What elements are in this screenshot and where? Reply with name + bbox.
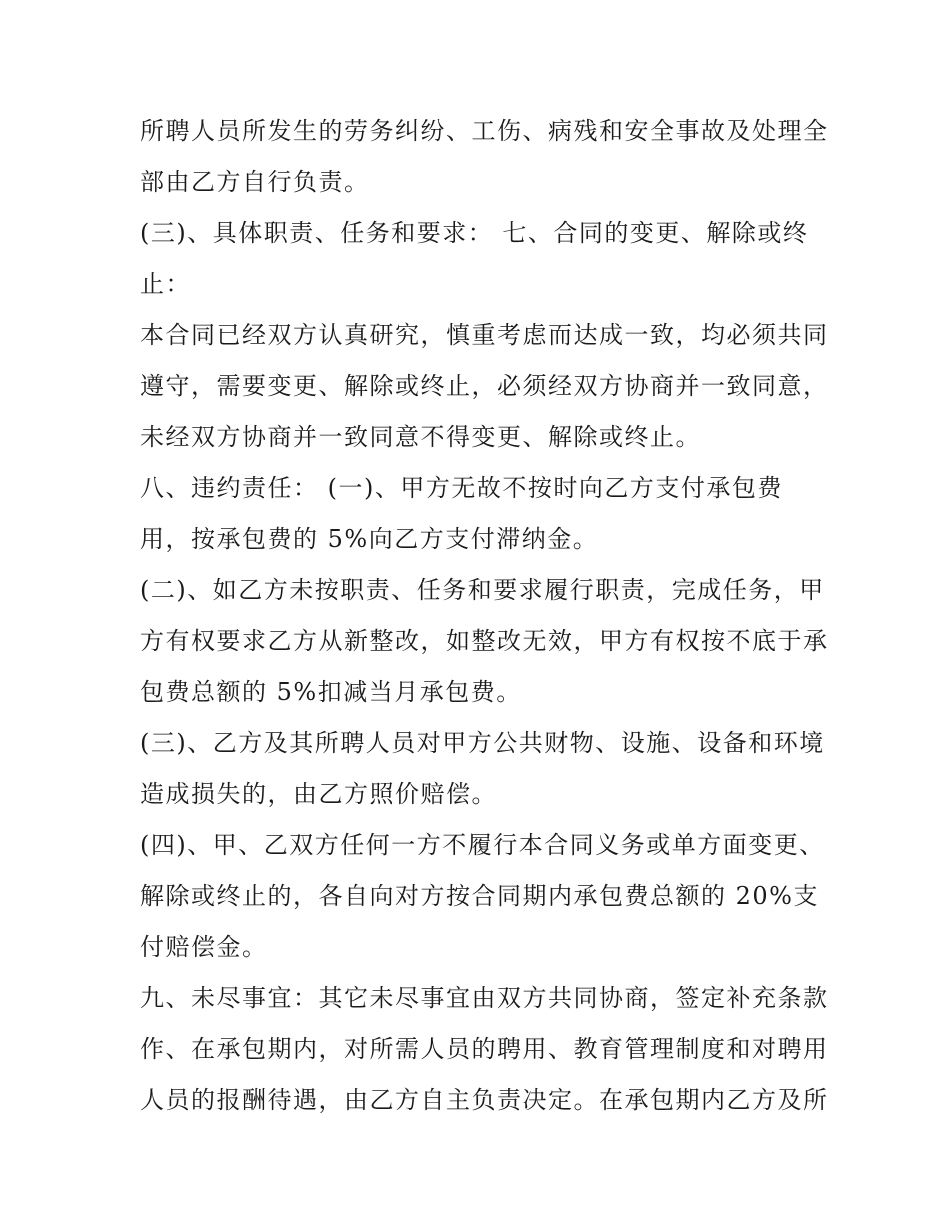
text-line: 解除或终止的，各自向对方按合同期内承包费总额的 20%支: [140, 882, 819, 910]
text-line: 未经双方协商并一致同意不得变更、解除或终止。: [140, 423, 701, 451]
contract-body-text: [140, 106, 829, 1126]
text-line: 造成损失的，由乙方照价赔偿。: [140, 780, 497, 808]
text-line: (三)、具体职责、任务和要求： 七、合同的变更、解除或终: [140, 219, 809, 247]
text-line: 所聘人员所发生的劳务纠纷、工伤、病残和安全事故及处理全: [140, 117, 829, 145]
text-line: 九、未尽事宜：其它未尽事宜由双方共同协商，签定补充条款: [140, 984, 829, 1012]
text-line: 本合同已经双方认真研究，慎重考虑而达成一致，均必须共同: [140, 321, 829, 349]
text-line: 付赔偿金。: [140, 933, 268, 961]
text-line: 遵守，需要变更、解除或终止，必须经双方协商并一致同意，: [140, 372, 829, 400]
text-line: 包费总额的 5%扣减当月承包费。: [140, 678, 522, 706]
text-line: (四)、甲、乙双方任何一方不履行本合同义务或单方面变更、: [140, 831, 825, 859]
text-line: 用，按承包费的 5%向乙方支付滞纳金。: [140, 525, 599, 553]
text-line: 方有权要求乙方从新整改，如整改无效，甲方有权按不底于承: [140, 627, 829, 655]
text-line: 八、违约责任： (一)、甲方无故不按时向乙方支付承包费: [140, 474, 783, 502]
text-line: (三)、乙方及其所聘人员对甲方公共财物、设施、设备和环境: [140, 729, 825, 757]
text-line: 止：: [140, 270, 191, 298]
text-line: 作、在承包期内，对所需人员的聘用、教育管理制度和对聘用: [140, 1035, 829, 1063]
text-line: 部由乙方自行负责。: [140, 168, 370, 196]
text-line: (二)、如乙方未按职责、任务和要求履行职责，完成任务，甲: [140, 576, 825, 604]
text-line: 人员的报酬待遇，由乙方自主负责决定。在承包期内乙方及所: [140, 1086, 829, 1114]
